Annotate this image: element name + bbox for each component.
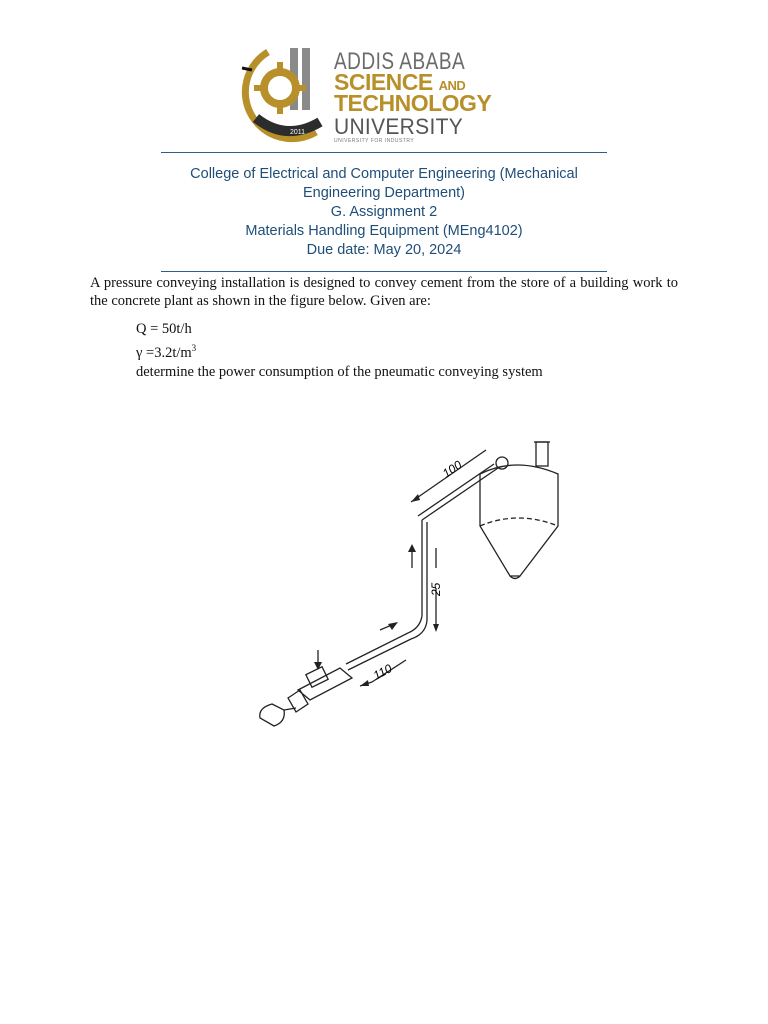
assignment-title: G. Assignment 2 [330, 204, 438, 220]
header-top-rule [161, 152, 607, 153]
header-bottom-rule [161, 271, 607, 272]
logo-tagline: UNIVERSITY FOR INDUSTRY [334, 138, 415, 144]
dimension-25: 25 [429, 582, 443, 596]
college-line-1: College of Electrical and Computer Engineering (Mechanical [190, 166, 578, 182]
assignment-header [161, 165, 607, 260]
logo-line-university: UNIVERSITY [334, 114, 464, 140]
lower-pipe [346, 633, 411, 670]
seal-year: 2011 [290, 129, 306, 136]
silo-vent [536, 442, 548, 466]
college-line-2: Engineering Department) [302, 185, 465, 201]
logo-line-science: SCIENCE AND [334, 69, 466, 95]
dimension-110: 110 [370, 661, 395, 683]
university-seal-emblem [238, 40, 334, 150]
course-title: Materials Handling Equipment (MEng4102) [245, 223, 523, 239]
given-values [136, 320, 543, 382]
problem-statement: A pressure conveying installation is designed to convey cement from the store of a building work to the concrete plant as shown in the figure below. Given are: [90, 275, 678, 309]
due-date: Due date: May 20, 2024 [306, 242, 462, 258]
motor [260, 704, 285, 726]
pneumatic-conveying-figure [248, 428, 578, 738]
vertical-riser [422, 520, 427, 620]
silo [480, 465, 558, 576]
logo-line-technology: TECHNOLOGY [334, 90, 492, 116]
dimension-100: 100 [439, 457, 465, 481]
given-gamma: $\gamma =3.2t/m^3$ [136, 343, 197, 361]
task-statement: determine the power consumption of the pneumatic conveying system [136, 363, 543, 380]
logo-line-addis: ADDIS ABABA [334, 48, 466, 75]
university-logo [238, 40, 538, 150]
given-q: Q = 50t/h [136, 321, 192, 337]
